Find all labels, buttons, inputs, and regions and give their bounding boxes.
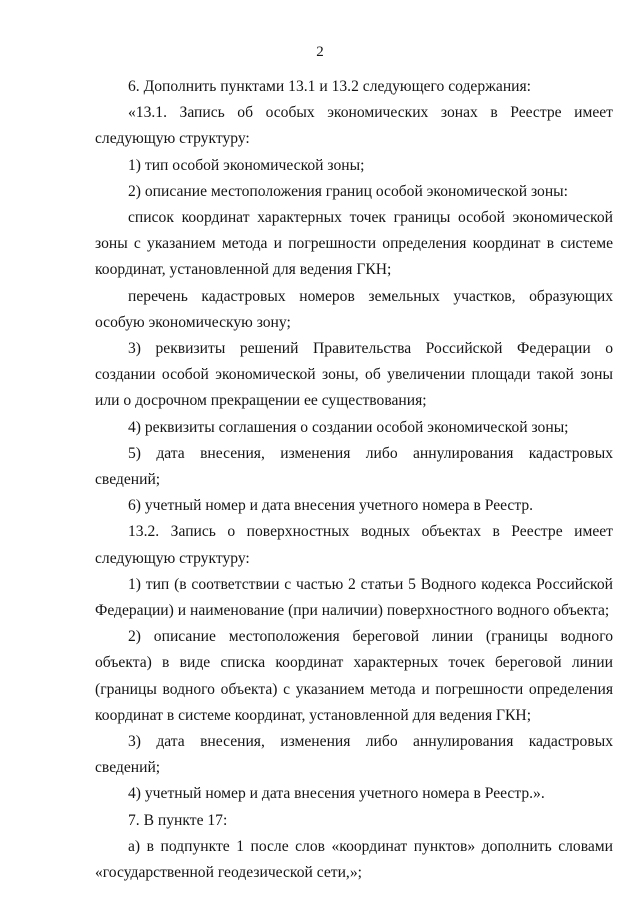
list-item-7-a: а) в подпункте 1 после слов «координат пунктов» дополнить словами «государственной геодезической сети,»; — [95, 837, 613, 882]
paragraph-cadastral-numbers: перечень кадастровых номеров земельных участков, образующих особую экономическую зону; — [95, 287, 613, 331]
list-item-13-2-4: 4) учетный номер и дата внесения учетного номера в Реестр.». — [128, 785, 545, 803]
list-item-13-2-1: 1) тип (в соответствии с частью 2 статьи 5 Водного кодекса Российской Федерации) и наименование (при наличии) поверхностного водного объекта; — [95, 575, 613, 620]
page-number: 2 — [316, 44, 324, 60]
paragraph-13-1-intro: «13.1. Запись об особых экономических зонах в Реестре имеет следующую структуру: — [95, 104, 613, 148]
list-item-13-1-6: 6) учетный номер и дата внесения учетного номера в Реестр. — [128, 497, 534, 515]
list-item-13-1-4: 4) реквизиты соглашения о создании особой экономической зоны; — [128, 418, 569, 436]
list-item-13-2-3: 3) дата внесения, изменения либо аннулирования кадастровых сведений; — [95, 733, 613, 777]
list-item-13-1-2: 2) описание местоположения границ особой экономической зоны: — [128, 182, 568, 200]
list-item-13-1-3: 3) реквизиты решений Правительства Российской Федерации о создании особой экономической зоны, об увеличении площади такой зоны или о досрочном прекращении ее существования; — [95, 340, 613, 410]
list-item-13-2-2: 2) описание местоположения береговой линии (границы водного объекта) в виде списка координат характерных точек береговой линии (границы водного объекта) с указанием метода и погрешности определения координат в системе координат, установленной для ведения ГКН; — [95, 628, 613, 724]
paragraph-13-2-intro: 13.2. Запись о поверхностных водных объектах в Реестре имеет следующую структуру: — [95, 523, 613, 567]
paragraph-item-7: 7. В пункте 17: — [128, 811, 228, 829]
paragraph-item-6: 6. Дополнить пунктами 13.1 и 13.2 следующего содержания: — [128, 78, 532, 95]
document-body — [95, 74, 613, 886]
paragraph-coordinates-list: список координат характерных точек границы особой экономической зоны с указанием метода и погрешности определения координат в системе координат, установленной для ведения ГКН; — [95, 209, 613, 279]
list-item-13-1-1: 1) тип особой экономической зоны; — [128, 156, 365, 174]
list-item-13-1-5: 5) дата внесения, изменения либо аннулирования кадастровых сведений; — [95, 444, 613, 489]
